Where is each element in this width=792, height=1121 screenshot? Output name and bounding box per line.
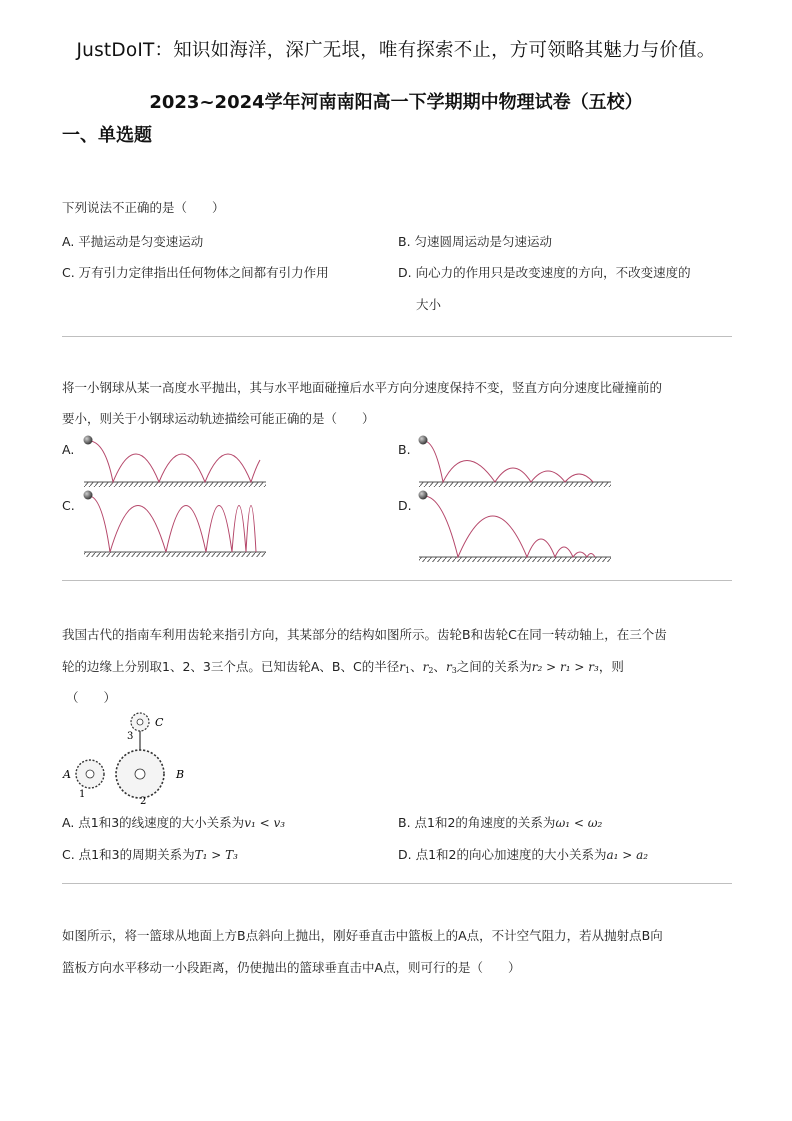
option-math: a₁ > a₂ [606,848,649,862]
divider [62,580,732,581]
question-3-stem-line2 [62,657,624,675]
math-r2: $r_2$ [422,660,434,675]
q3-gear-figure [60,708,200,808]
trajectory-curve [89,441,260,482]
option-math: ω₁ < ω₂ [555,816,603,830]
q1-option-d-line2: 大小 [416,297,442,312]
math-r3: $r_3$ [445,660,457,675]
q1-option-c: C. 万有引力定律指出任何物体之间都有引力作用 [62,265,329,280]
q3-option-c [62,845,238,863]
trajectory-curve [424,496,595,557]
ground-hatch [419,557,611,562]
stem-text: 轮的边缘上分别取1、2、3三个点。已知齿轮A、B、C的半径 [62,659,400,674]
question-2-stem-line2: 要小，则关于小钢球运动轨迹描绘可能正确的是（ ） [62,411,375,426]
option-text: B. 点1和2的角速度的关系为 [398,815,556,830]
point-1-label: 1 [79,789,86,800]
steel-ball [419,436,428,445]
steel-ball [84,491,93,500]
trajectory-curve [424,441,593,482]
question-3-stem-line3: （ ） [66,690,117,705]
q2-option-a-label: A. [62,442,75,457]
q3-option-b [398,813,602,831]
option-math: v₁ < v₃ [244,816,286,830]
question-4-stem-line2: 篮板方向水平移动一小段距离，仍使抛出的篮球垂直击中A点，则可行的是（ ） [62,960,521,975]
gear-c-hub [137,719,143,725]
q2-figure-b [415,432,615,492]
q3-option-a [62,813,285,831]
q2-option-c-label: C. [62,498,75,513]
point-3-label: 3 [127,731,134,742]
steel-ball [419,491,428,500]
gear-c-label: C [155,716,164,729]
option-math: T₁ > T₃ [194,848,238,862]
question-4-stem-line1: 如图所示，将一篮球从地面上方B点斜向上抛出，刚好垂直击中篮板上的A点，不计空气阻力，若从抛射点B向 [62,928,663,943]
option-text: D. 点1和2的向心加速度的大小关系为 [398,847,607,862]
gear-b-label: B [176,768,185,781]
math-r1: $r_1$ [399,660,411,675]
q2-option-b-label: B. [398,442,411,457]
gear-a-label: A [63,768,71,781]
question-3-stem-line1: 我国古代的指南车利用齿轮来指引方向，其某部分的结构如图所示。齿轮B和齿轮C在同一转动轴上，在三个齿 [62,627,667,642]
question-1-stem: 下列说法不正确的是（ ） [62,200,225,215]
option-text: C. 点1和3的周期关系为 [62,847,195,862]
q2-figure-a [80,432,270,492]
stem-text: 之间的关系为 [456,659,532,674]
q2-figure-d [415,487,615,562]
divider [62,336,732,337]
q1-option-a: A. 平抛运动是匀变速运动 [62,234,204,249]
q1-option-b: B. 匀速圆周运动是匀速运动 [398,234,553,249]
separator: 、 [433,659,446,674]
gear-a-hub [86,770,94,778]
motto-banner: JustDoIT：知识如海洋，深广无垠，唯有探索不止，方可领略其魅力与价值。 [76,40,716,61]
separator: 、 [410,659,423,674]
math-relation: r₂ > r₁ > r₃ [531,660,599,674]
q1-option-d-line1: D. 向心力的作用只是改变速度的方向，不改变速度的 [398,265,691,280]
trajectory-curve [89,496,256,552]
page-title: 2023~2024学年河南南阳高一下学期期中物理试卷（五校） [149,92,643,113]
q3-option-d [398,845,648,863]
question-2-stem-line1: 将一小钢球从某一高度水平抛出，其与水平地面碰撞后水平方向分速度保持不变，竖直方向分速度比碰撞前的 [62,380,663,395]
stem-text: ，则 [598,659,624,674]
point-2-label: 2 [140,796,147,807]
q2-option-d-label: D. [398,498,412,513]
option-text: A. 点1和3的线速度的大小关系为 [62,815,245,830]
section-title: 一、单选题 [62,125,152,146]
q2-figure-c [80,487,270,562]
gear-b-hub [135,769,145,779]
ground-hatch [84,552,266,557]
steel-ball [84,436,93,445]
divider [62,883,732,884]
